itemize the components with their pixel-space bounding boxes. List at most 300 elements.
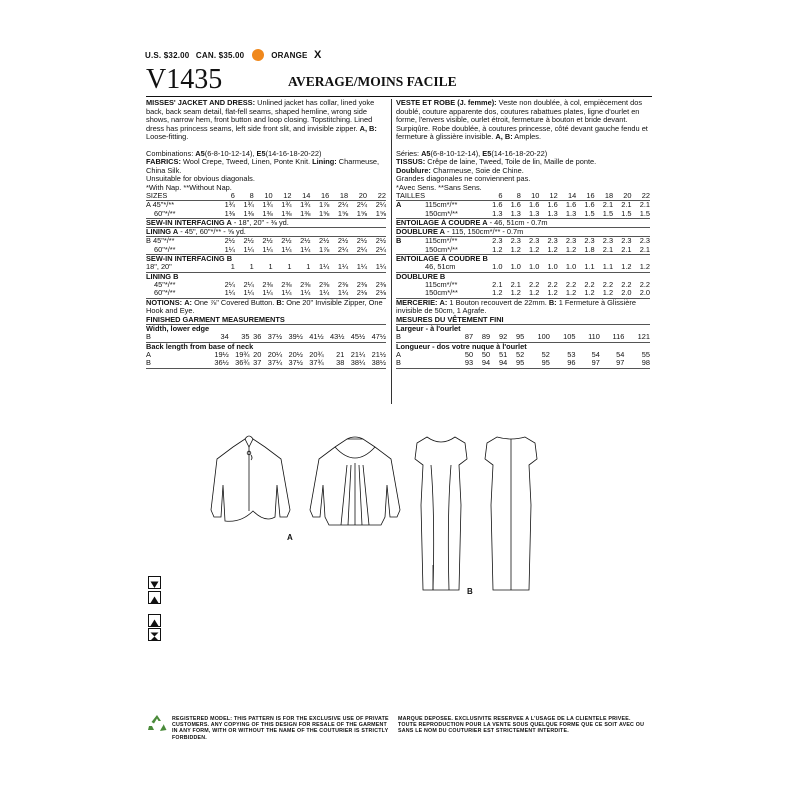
en-fabrics-b: Charmeuse, China Silk. bbox=[146, 157, 380, 175]
yardage-cell: 2.3 bbox=[529, 236, 540, 246]
measurement-cell: 95 bbox=[507, 359, 524, 368]
yardage-cell: 2.1 bbox=[602, 200, 614, 210]
en-interfacing-b-label: SEW-IN INTERFACING B bbox=[146, 254, 233, 264]
yardage-cell: 1.5 bbox=[595, 210, 613, 219]
en-length-b-row bbox=[146, 359, 386, 368]
yardage-cell: 1.2 bbox=[484, 246, 502, 255]
fr-fit: Amples. bbox=[512, 132, 541, 141]
yardage-cell: 1.0 bbox=[521, 263, 539, 272]
yardage-cell: 1.2 bbox=[558, 246, 576, 255]
en-interfacing-b-row bbox=[146, 263, 386, 272]
measurement-cell: 95 bbox=[507, 333, 524, 342]
yardage-cell: 1.8 bbox=[576, 246, 594, 255]
yardage-cell: 1.0 bbox=[502, 263, 520, 272]
yardage-cell: 1⅝ bbox=[348, 210, 367, 219]
yardage-cell: 2⅛ bbox=[367, 289, 386, 298]
yardage-cell: 2⅜ bbox=[375, 279, 386, 289]
en-interfacing-a-label: SEW-IN INTERFACING A bbox=[146, 217, 232, 227]
en-fit: Loose-fitting. bbox=[146, 132, 189, 141]
en-notions-b: B: bbox=[276, 297, 285, 307]
yardage-cell: 1.1 bbox=[595, 263, 613, 272]
yardage-cell: 115cm*/** bbox=[425, 236, 458, 246]
yardage-cell: 1¾ bbox=[243, 200, 254, 210]
yardage-cell: 1.5 bbox=[576, 210, 594, 219]
en-combo-e5-sizes: (14-16-18-20-22) bbox=[265, 148, 322, 158]
en-nap: *With Nap. **Without Nap. bbox=[146, 182, 232, 192]
measurement-cell: 94 bbox=[490, 359, 507, 368]
yardage-cell: 2½ bbox=[224, 236, 235, 246]
size-header-cell: 10 bbox=[521, 192, 539, 201]
fr-doublure-b-label: DOUBLURE B bbox=[396, 271, 446, 281]
yardage-cell: 60"*/** bbox=[146, 289, 216, 298]
measurement-cell: 37½ bbox=[282, 359, 303, 368]
yardage-cell: 1¼ bbox=[273, 289, 292, 298]
view-a-label: A bbox=[287, 533, 293, 542]
yardage-cell: 1⅝ bbox=[367, 210, 386, 219]
measurement-cell: 21¼ bbox=[350, 349, 366, 359]
yardage-cell: 2½ bbox=[262, 236, 273, 246]
measurement-cell: 45½ bbox=[344, 333, 365, 342]
yardage-cell: 1.3 bbox=[558, 210, 576, 219]
en-finished-title: FINISHED GARMENT MEASUREMENTS bbox=[146, 316, 386, 326]
measurement-cell: 116 bbox=[600, 333, 624, 342]
measurement-cell: 41½ bbox=[303, 333, 324, 342]
size-header-cell: 22 bbox=[367, 192, 386, 201]
measurement-cell: 34 bbox=[208, 333, 229, 342]
fr-mercerie-a-text: 1 Bouton recouvert de 22mm. bbox=[447, 297, 549, 307]
fr-entoilage-a-label: ENTOILAGE À COUDRE A bbox=[396, 217, 488, 227]
size-header-cell: 18 bbox=[595, 192, 613, 201]
yardage-cell: 1.2 bbox=[576, 289, 594, 298]
garment-illustrations bbox=[195, 425, 645, 615]
fr-largeur-b-row bbox=[396, 333, 650, 342]
fr-longueur-label: Longueur - dos votre nuque à l'ourlet bbox=[396, 341, 527, 351]
fr-doublure-label: Doublure: bbox=[396, 165, 431, 175]
jacket-front-drawing bbox=[211, 436, 290, 521]
measurement-cell: 87 bbox=[456, 333, 473, 342]
en-fit-views: A, B: bbox=[359, 123, 377, 133]
en-fabrics-a: Wool Crepe, Tweed, Linen, Ponte Knit. bbox=[180, 157, 313, 166]
en-lining-label: Lining: bbox=[312, 157, 337, 166]
en-yardage-table bbox=[146, 192, 386, 299]
en-notions-a-text: One ⅞" Covered Button. bbox=[192, 297, 277, 307]
yardage-cell: 1⅞ bbox=[318, 200, 330, 210]
fr-tissus-text: Crêpe de laine, Tweed, Toile de lin, Maille de ponte. bbox=[425, 157, 597, 166]
yardage-cell: 1⅞ bbox=[310, 246, 329, 255]
yardage-cell: 46, 51cm bbox=[425, 263, 484, 272]
yardage-cell: 1.0 bbox=[539, 263, 557, 272]
measurement-cell: 55 bbox=[641, 349, 650, 359]
en-width-label: Width, lower edge bbox=[146, 324, 210, 334]
yardage-cell: 1⅜ bbox=[292, 210, 311, 219]
fr-doublure-a-label: DOUBLURE A bbox=[396, 227, 445, 237]
measurement-cell: 121 bbox=[624, 333, 650, 342]
yardage-cell: 1.2 bbox=[595, 289, 613, 298]
yardage-cell: 1¾ bbox=[281, 200, 292, 210]
yardage-cell: 2⅛ bbox=[348, 289, 367, 298]
en-desc-text: Unlined jacket has collar, lined yoke back, back seam detail, flat-fell seams, shaped hemline, wrong side shows, narrow hem, front button and loop closing. Topstitching. Lined dress has princess seams, left side front slit, and invisible zipper. bbox=[146, 98, 375, 133]
hourglass-icon bbox=[148, 628, 161, 641]
price-us: U.S. $32.00 bbox=[145, 51, 190, 60]
fr-tissus-label: TISSUS: bbox=[396, 157, 426, 166]
fr-finished-table bbox=[396, 325, 650, 368]
size-header-cell: 16 bbox=[310, 192, 329, 201]
yardage-cell: 150cm*/** bbox=[425, 210, 484, 219]
yardage-cell: 1.2 bbox=[502, 246, 520, 255]
measurement-cell: 54 bbox=[616, 349, 625, 359]
en-notions-a: A: bbox=[184, 297, 193, 307]
yardage-cell: 1⅝ bbox=[329, 210, 348, 219]
yardage-cell: 2.2 bbox=[621, 279, 632, 289]
en-fabrics-label: FABRICS: bbox=[146, 157, 181, 166]
en-interfacing-a-val: - 18", 20" - ⅜ yd. bbox=[231, 217, 289, 227]
measurement-cell: 20¾ bbox=[309, 349, 324, 359]
yardage-cell: 2.1 bbox=[639, 200, 650, 210]
scissor-x-mark: X bbox=[313, 49, 322, 61]
measurement-cell: 100 bbox=[524, 333, 550, 342]
measurement-cell: B bbox=[396, 359, 456, 368]
measurement-cell: 89 bbox=[473, 333, 490, 342]
yardage-cell: 2¼ bbox=[329, 246, 348, 255]
footer-english-legal: REGISTERED MODEL: THIS PATTERN IS FOR THE EXCLUSIVE USE OF PRIVATE CUSTOMERS. ANY COPYING OF THIS DESIGN FOR RESALE OF THE GARMENT IN ANY FORM, WITH OR WITHOUT THE NAME OF THE COUTURIER IS STRICTLY FORBIDDEN. bbox=[172, 716, 389, 741]
yardage-cell: 1¼ bbox=[273, 246, 292, 255]
measurement-cell: 50 bbox=[464, 349, 474, 359]
yardage-cell: 2.3 bbox=[565, 236, 577, 246]
yardage-cell: 2¼ bbox=[337, 200, 349, 210]
yardage-cell: 2.2 bbox=[639, 279, 650, 289]
fr-doublure-text: Charmeuse, Soie de Chine. bbox=[430, 165, 524, 175]
yardage-cell: 1.3 bbox=[502, 210, 520, 219]
yardage-cell: 115cm*/** bbox=[425, 200, 458, 210]
yardage-cell: 2¼ bbox=[356, 200, 367, 210]
fr-combo-a5-sizes: (6-8-10-12-14), bbox=[430, 148, 483, 158]
en-notions-label: NOTIONS: bbox=[146, 297, 183, 307]
measurement-cell: 51 bbox=[498, 349, 508, 359]
difficulty-label: AVERAGE/MOINS FACILE bbox=[288, 74, 457, 89]
measurement-cell: 94 bbox=[473, 359, 490, 368]
en-lining-a-val: - 45", 60"*/** - ⅝ yd. bbox=[178, 227, 246, 237]
yardage-cell: 1.2 bbox=[539, 246, 557, 255]
measurement-cell: 105 bbox=[550, 333, 576, 342]
yardage-cell: 2½ bbox=[356, 236, 367, 246]
yardage-cell: 2.3 bbox=[510, 236, 521, 246]
yardage-cell: 2.1 bbox=[613, 246, 631, 255]
yardage-cell: 1.2 bbox=[521, 289, 539, 298]
fr-mercerie-b-text: 1 Fermeture à Glissière invisible de 50cm, 1 Agrafe. bbox=[396, 297, 636, 316]
measurement-cell: 36¾ bbox=[229, 359, 250, 368]
measurement-cell: B bbox=[146, 359, 208, 368]
size-header-cell: 8 bbox=[502, 192, 520, 201]
yardage-cell: 1¼ bbox=[329, 263, 348, 272]
fr-fit-views: A, B: bbox=[495, 132, 513, 141]
yardage-cell: 1 bbox=[292, 263, 311, 272]
measurement-cell: 20 bbox=[253, 349, 262, 359]
en-finished-table bbox=[146, 325, 386, 368]
fr-mercerie-a: A: bbox=[439, 297, 448, 307]
yardage-cell: 1.2 bbox=[521, 246, 539, 255]
fr-entoilage-a-val: - 46, 51cm - 0.7m bbox=[487, 217, 548, 227]
yardage-cell: 2⅜ bbox=[337, 279, 349, 289]
en-combo-a5: A5 bbox=[195, 148, 205, 158]
yardage-cell: 150cm*/** bbox=[425, 289, 484, 298]
measurement-cell: 98 bbox=[624, 359, 650, 368]
en-lining-b-label: LINING B bbox=[146, 271, 179, 281]
yardage-cell: 1.3 bbox=[521, 210, 539, 219]
size-header-cell: TAILLES bbox=[396, 191, 426, 200]
measurement-cell: 21 bbox=[336, 349, 345, 359]
footer-french-legal: MARQUE DEPOSEE. EXCLUSIVITE RESERVEE A L'USAGE DE LA CLIENTELE PRIVEE. TOUTE REPRODUCTION POUR LA VENTE SOUS QUELQUE FORME QUE CE SOIT AVEC OU SANS LE NOM DU COUTURIER EST STRICTEMENT INTERDITE. bbox=[398, 716, 645, 735]
measurement-cell: 37 bbox=[250, 359, 262, 368]
yardage-cell: 2.1 bbox=[595, 246, 613, 255]
fr-combo-e5: E5 bbox=[482, 148, 492, 158]
en-combos-label: Combinations: bbox=[146, 148, 196, 158]
dress-front-drawing bbox=[415, 437, 467, 590]
yardage-cell: 1⅝ bbox=[310, 210, 329, 219]
yardage-cell: 1⅜ bbox=[254, 210, 273, 219]
french-column bbox=[396, 99, 650, 369]
en-unsuitable: Unsuitable for obvious diagonals. bbox=[146, 174, 255, 183]
size-header-cell: SIZES bbox=[146, 192, 216, 201]
yardage-cell: 1 bbox=[235, 263, 254, 272]
en-length-label: Back length from base of neck bbox=[146, 341, 254, 351]
nap-up-icon-2 bbox=[148, 614, 161, 627]
yardage-cell: 2¼ bbox=[243, 279, 254, 289]
yardage-cell: 1.2 bbox=[632, 263, 651, 272]
yardage-cell: 1 bbox=[216, 263, 235, 272]
yardage-cell: 2.2 bbox=[565, 279, 577, 289]
yardage-cell: 115cm*/** bbox=[425, 279, 458, 289]
yardage-cell: 1¼ bbox=[367, 263, 386, 272]
size-header-cell: 18 bbox=[329, 192, 348, 201]
fr-title: VESTE ET ROBE (J. femme): bbox=[396, 98, 497, 107]
yardage-cell: 1 bbox=[254, 263, 273, 272]
yardage-cell: 2.1 bbox=[621, 200, 632, 210]
fr-mercerie-b: B: bbox=[548, 297, 557, 307]
measurement-cell: 93 bbox=[456, 359, 473, 368]
yardage-cell: 1¼ bbox=[216, 289, 235, 298]
measurement-cell: 97 bbox=[600, 359, 624, 368]
view-b-label: B bbox=[467, 587, 473, 596]
envelope-color: ORANGE bbox=[271, 51, 308, 60]
yardage-cell: 1⅜ bbox=[216, 210, 235, 219]
nap-down-icon bbox=[148, 576, 161, 589]
measurement-cell: 20½ bbox=[288, 349, 303, 359]
yardage-cell: 1.2 bbox=[539, 289, 557, 298]
yardage-cell: 60"*/** bbox=[146, 210, 216, 219]
yardage-cell: A 45"*/** bbox=[146, 200, 175, 210]
measurement-cell: 110 bbox=[575, 333, 599, 342]
fr-combo-a5: A5 bbox=[421, 148, 431, 158]
measurement-cell: B bbox=[146, 333, 208, 342]
size-header-cell: 12 bbox=[539, 192, 557, 201]
fr-diagonales: Grandes diagonales ne conviennent pas. bbox=[396, 174, 531, 183]
fr-yardage-table bbox=[396, 192, 650, 299]
yardage-cell: 1.2 bbox=[502, 289, 520, 298]
yardage-cell bbox=[396, 281, 425, 289]
fr-desc-text: Veste non doublée, à col, empiècement dos doublé, couture apparente dos, coutures rabattues plates, ligne d'ourlet en forme, l'envers visible, ourlet étroit, fermeture à bouton et bride devant. Surpiqûre. Robe doublée, à coutures princesse, côté devant gauche fendu et fermeture à glissière invisible. bbox=[396, 98, 648, 141]
en-combo-e5: E5 bbox=[256, 148, 266, 158]
measurement-cell: 47½ bbox=[365, 333, 386, 342]
yardage-cell: 1¼ bbox=[310, 263, 329, 272]
yardage-cell: 1.5 bbox=[632, 210, 651, 219]
yardage-cell: 1.2 bbox=[484, 289, 502, 298]
yardage-cell: 2.0 bbox=[613, 289, 631, 298]
fr-doublure-a-val: - 115, 150cm*/** - 0.7m bbox=[445, 227, 524, 237]
measurement-cell: 97 bbox=[575, 359, 599, 368]
yardage-cell: B bbox=[396, 236, 402, 246]
yardage-cell: 1⅜ bbox=[235, 210, 254, 219]
recycle-icon bbox=[146, 713, 168, 738]
yardage-cell: 2.1 bbox=[510, 279, 521, 289]
yardage-cell: 1¼ bbox=[292, 246, 311, 255]
yardage-cell: 2⅜ bbox=[356, 279, 367, 289]
yardage-cell: 2¼ bbox=[224, 279, 235, 289]
measurement-cell: 38 bbox=[324, 359, 345, 368]
measurement-cell: 50 bbox=[481, 349, 491, 359]
size-header-cell: 8 bbox=[235, 192, 254, 201]
measurement-cell: 54 bbox=[591, 349, 600, 359]
yardage-cell: 2.3 bbox=[602, 236, 614, 246]
yardage-cell: 2⅜ bbox=[300, 279, 311, 289]
size-header-cell: 22 bbox=[632, 192, 651, 201]
en-title: MISSES' JACKET AND DRESS: bbox=[146, 98, 256, 107]
en-description bbox=[146, 99, 386, 142]
measurement-cell: 92 bbox=[490, 333, 507, 342]
fr-series-label: Séries: bbox=[396, 148, 422, 158]
price-line bbox=[145, 49, 322, 61]
measurement-cell: 53 bbox=[567, 349, 576, 359]
yardage-cell: 2.3 bbox=[584, 236, 595, 246]
yardage-cell: 1.0 bbox=[558, 263, 576, 272]
en-fabrics bbox=[146, 158, 386, 175]
size-header-cell: 6 bbox=[216, 192, 235, 201]
measurement-cell: 38¼ bbox=[344, 359, 365, 368]
yardage-cell: 1.6 bbox=[547, 200, 558, 210]
yardage-cell: 2.2 bbox=[547, 279, 558, 289]
header-rule bbox=[146, 96, 652, 97]
pattern-number: V1435 bbox=[146, 64, 223, 95]
fr-entoilage-b-label: ENTOILAGE À COUDRE B bbox=[396, 254, 488, 264]
column-divider bbox=[391, 99, 392, 404]
yardage-cell: 2½ bbox=[300, 236, 311, 246]
yardage-cell: 2.0 bbox=[632, 289, 651, 298]
yardage-cell: 2.1 bbox=[492, 279, 503, 289]
yardage-cell: 1.0 bbox=[484, 263, 502, 272]
yardage-cell: 1¼ bbox=[235, 289, 254, 298]
fr-sens: *Avec Sens. **Sans Sens. bbox=[396, 182, 482, 192]
yardage-cell: 1 bbox=[273, 263, 292, 272]
measurement-cell: 37½ bbox=[261, 333, 282, 342]
nap-up-icon bbox=[148, 591, 161, 604]
yardage-cell: 1.2 bbox=[613, 263, 631, 272]
fr-entoilage-b-row bbox=[396, 263, 650, 272]
yardage-cell: A bbox=[396, 200, 402, 210]
measurement-cell: 38½ bbox=[365, 359, 386, 368]
yardage-cell: 1¼ bbox=[329, 289, 348, 298]
fr-longueur-b-row bbox=[396, 359, 650, 368]
yardage-cell: 2.3 bbox=[492, 236, 503, 246]
measurement-cell: 36½ bbox=[208, 359, 229, 368]
size-header-cell: 14 bbox=[558, 192, 576, 201]
measurement-cell: 37¼ bbox=[261, 359, 282, 368]
yardage-cell: 2.2 bbox=[602, 279, 614, 289]
en-combo-a5-sizes: (6-8-10-12-14), bbox=[204, 148, 257, 158]
en-length-a-row bbox=[146, 351, 386, 359]
jacket-back-drawing bbox=[310, 437, 400, 525]
price-can: CAN. $35.00 bbox=[195, 51, 245, 60]
yardage-cell: 2⅜ bbox=[262, 279, 273, 289]
en-lining-a-label: LINING A bbox=[146, 227, 179, 237]
yardage-cell: 2½ bbox=[281, 236, 292, 246]
measurement-cell: 95 bbox=[524, 359, 550, 368]
color-dot bbox=[252, 49, 264, 61]
yardage-cell: 18", 20" bbox=[146, 263, 216, 272]
yardage-cell: 1¼ bbox=[235, 246, 254, 255]
yardage-cell: 2¼ bbox=[348, 246, 367, 255]
yardage-cell: 1¼ bbox=[254, 289, 273, 298]
measurement-cell: A bbox=[396, 349, 401, 359]
yardage-cell: 1.6 bbox=[510, 200, 521, 210]
yardage-cell: 1¾ bbox=[300, 200, 311, 210]
yardage-cell: 1.6 bbox=[492, 200, 503, 210]
english-column bbox=[146, 99, 386, 369]
fr-mercerie bbox=[396, 299, 650, 316]
size-header-cell: 10 bbox=[254, 192, 273, 201]
fr-mesures-title: MESURES DU VÊTEMENT FINI bbox=[396, 316, 650, 326]
yardage-cell: 1⅜ bbox=[273, 210, 292, 219]
yardage-cell: 2½ bbox=[375, 236, 386, 246]
yardage-cell: 2.2 bbox=[584, 279, 595, 289]
measurement-cell: 52 bbox=[516, 349, 525, 359]
yardage-cell: 45"*/** bbox=[154, 279, 176, 289]
yardage-cell: 2¼ bbox=[367, 246, 386, 255]
yardage-cell: 1.2 bbox=[558, 289, 576, 298]
yardage-cell: 1¼ bbox=[216, 246, 235, 255]
en-notions bbox=[146, 299, 386, 316]
yardage-cell: 1.1 bbox=[576, 263, 594, 272]
yardage-cell: 2¼ bbox=[375, 200, 386, 210]
yardage-cell: 1.6 bbox=[584, 200, 595, 210]
size-header-cell: 14 bbox=[292, 192, 311, 201]
size-header-cell: 20 bbox=[348, 192, 367, 201]
yardage-cell: 2.2 bbox=[529, 279, 540, 289]
fr-largeur-label: Largeur - à l'ourlet bbox=[396, 324, 461, 334]
measurement-cell: 19¾ bbox=[235, 349, 250, 359]
size-header-cell: 6 bbox=[484, 192, 502, 201]
measurement-cell: B bbox=[396, 333, 456, 342]
yardage-cell: 1.6 bbox=[565, 200, 577, 210]
measurement-cell: 39½ bbox=[282, 333, 303, 342]
yardage-cell: 1¼ bbox=[254, 246, 273, 255]
yardage-cell: 150cm*/** bbox=[425, 246, 484, 255]
fr-description bbox=[396, 99, 650, 142]
en-notions-b-text: One 20" Invisible Zipper, One Hook and Eye. bbox=[146, 297, 383, 316]
fr-combo-e5-sizes: (14-16-18-20-22) bbox=[491, 148, 548, 158]
yardage-cell: B 45"*/** bbox=[146, 236, 175, 246]
yardage-cell: 1.3 bbox=[484, 210, 502, 219]
yardage-cell: 2.1 bbox=[632, 246, 651, 255]
yardage-cell: 1¼ bbox=[348, 263, 367, 272]
size-header-cell: 20 bbox=[613, 192, 631, 201]
yardage-cell: 1.6 bbox=[529, 200, 540, 210]
size-header-cell: 16 bbox=[576, 192, 594, 201]
yardage-cell: 2⅜ bbox=[281, 279, 292, 289]
size-header-cell: 12 bbox=[273, 192, 292, 201]
yardage-cell: 2½ bbox=[243, 236, 254, 246]
yardage-cell: 1.3 bbox=[539, 210, 557, 219]
yardage-cell: 2½ bbox=[337, 236, 349, 246]
measurement-cell: 52 bbox=[541, 349, 550, 359]
